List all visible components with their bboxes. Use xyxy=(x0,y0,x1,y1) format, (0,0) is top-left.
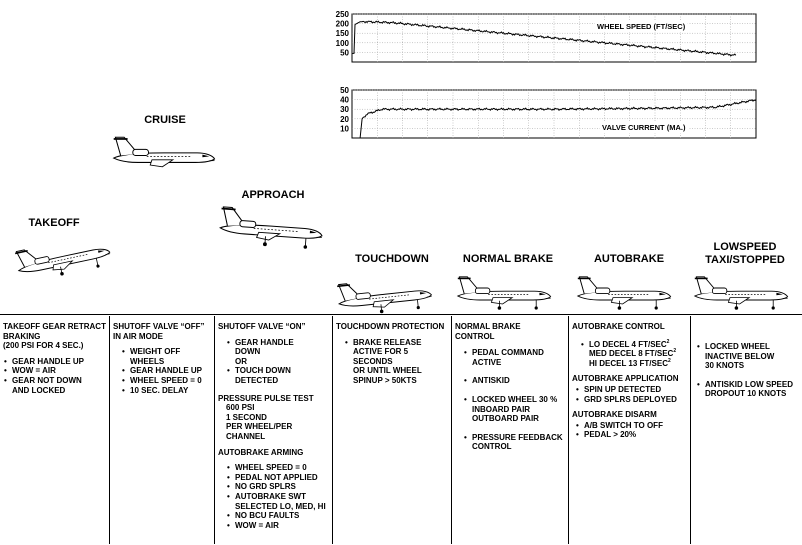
decel-lo: LO DECEL 4 FT/SEC xyxy=(589,339,667,349)
panel-normal-brake-head-1: NORMAL BRAKE xyxy=(455,322,521,331)
phase-label-normal-brake: NORMAL BRAKE xyxy=(462,253,554,265)
list-item: • ANTISKID xyxy=(463,376,566,386)
decel-med: MED DECEL 8 FT/SEC xyxy=(589,349,674,359)
tick-label: 50 xyxy=(340,48,349,58)
list-item: INACTIVE BELOW xyxy=(705,351,775,361)
list-item: • WHEEL SPEED = 0 xyxy=(226,463,330,473)
list-item: INBOARD PAIR xyxy=(472,404,531,414)
list-item: • AUTOBRAKE SWT xyxy=(226,492,330,502)
list-item: • WHEEL SPEED = 0 xyxy=(121,376,212,386)
series-label: VALVE CURRENT (MA.) xyxy=(602,123,686,132)
phase-label-autobrake: AUTOBRAKE xyxy=(593,253,665,265)
decel-hi: HI DECEL 13 FT/SEC xyxy=(589,358,668,368)
panel-touchdown-head: TOUCHDOWN PROTECTION xyxy=(336,322,445,331)
list-item: • LOCKED WHEEL xyxy=(696,342,800,352)
panel-autobrake-head: AUTOBRAKE CONTROL xyxy=(572,322,665,331)
tick-label: 50 xyxy=(340,86,349,95)
list-item: • WOW = AIR xyxy=(226,521,330,531)
pressure-test-head-3: 1 SECOND xyxy=(226,412,267,422)
panel-air-mode-head-1: SHUTOFF VALVE “OFF” xyxy=(113,322,205,331)
panel-air-mode-head-2: IN AIR MODE xyxy=(113,331,163,341)
phase-label-cruise: CRUISE xyxy=(144,114,186,126)
list-item: WHEELS xyxy=(130,356,165,366)
phase-label-approach: APPROACH xyxy=(241,189,305,201)
list-item: • PRESSURE FEEDBACK xyxy=(463,433,566,443)
valve-current-chart xyxy=(322,86,758,142)
lowspeed-line1: LOWSPEED xyxy=(713,241,777,253)
phase-label-touchdown: TOUCHDOWN xyxy=(355,253,429,265)
list-item: OR xyxy=(235,356,247,366)
pressure-test-head-5: CHANNEL xyxy=(226,431,266,441)
aircraft-touchdown xyxy=(326,275,446,315)
list-item: AND LOCKED xyxy=(12,385,66,395)
tick-label: 10 xyxy=(340,124,349,134)
panel-lowspeed xyxy=(691,316,802,544)
phase-label-lowspeed xyxy=(695,241,795,267)
panel-takeoff xyxy=(0,316,110,544)
list-item: OUTBOARD PAIR xyxy=(472,414,539,424)
autobrake-disarm-head: AUTOBRAKE DISARM xyxy=(572,410,657,420)
list-item: • TOUCH DOWN xyxy=(226,366,330,376)
panel-gear-down-head: SHUTOFF VALVE “ON” xyxy=(218,322,306,331)
panel-normal-brake-head-2: CONTROL xyxy=(455,331,495,341)
panel-takeoff-head-2: BRAKING xyxy=(3,331,41,341)
list-item: • 10 SEC. DELAY xyxy=(121,386,212,396)
list-item: • LOCKED WHEEL 30 % xyxy=(463,395,566,405)
tick-label: 100 xyxy=(335,38,349,48)
list-item xyxy=(580,359,688,369)
list-item: • BRAKE RELEASE xyxy=(344,338,449,348)
panel-autobrake xyxy=(569,316,691,544)
tick-label: 40 xyxy=(340,95,349,105)
aircraft-normal-brake xyxy=(448,272,562,312)
list-item: SPINUP > 50KTS xyxy=(353,375,417,385)
autobrake-application-head: AUTOBRAKE APPLICATION xyxy=(572,374,679,384)
aircraft-autobrake xyxy=(568,272,682,312)
list-item: 30 KNOTS xyxy=(705,361,745,371)
pressure-test-head-1: PRESSURE PULSE TEST xyxy=(218,393,314,403)
list-item: • WOW = AIR xyxy=(3,366,107,376)
pressure-test-head-4: PER WHEEL/PER xyxy=(226,422,293,432)
list-item: DETECTED xyxy=(235,375,279,385)
squared: 2 xyxy=(667,357,671,364)
wheel-speed-chart xyxy=(322,10,758,66)
panel-normal-brake xyxy=(452,316,569,544)
list-item: • PEDAL NOT APPLIED xyxy=(226,473,330,483)
aircraft-approach xyxy=(212,205,332,249)
phase-label-takeoff: TAKEOFF xyxy=(28,217,80,229)
list-item: • SPIN UP DETECTED xyxy=(575,385,688,395)
list-item: • NO GRD SPLRS xyxy=(226,482,330,492)
aircraft-lowspeed xyxy=(684,272,800,312)
list-item: DROPOUT 10 KNOTS xyxy=(705,389,787,399)
list-item: ACTIVE FOR 5 SECONDS xyxy=(353,347,409,366)
list-item: • WEIGHT OFF xyxy=(121,347,212,357)
list-item: • ANTISKID LOW SPEED xyxy=(696,380,800,390)
tick-label: 150 xyxy=(335,29,349,39)
tick-label: 30 xyxy=(340,105,349,115)
list-item: • GEAR HANDLE xyxy=(226,338,330,348)
series-label: WHEEL SPEED (FT/SEC) xyxy=(597,22,686,31)
list-item: • A/B SWITCH TO OFF xyxy=(575,421,688,431)
autobrake-arming-head: AUTOBRAKE ARMING xyxy=(218,447,304,457)
aircraft-cruise xyxy=(106,132,224,172)
panel-air-mode xyxy=(110,316,215,544)
tick-label: 250 xyxy=(335,10,349,19)
tick-label: 20 xyxy=(340,114,349,124)
list-item: • GEAR HANDLE UP xyxy=(121,366,212,376)
list-item xyxy=(580,349,688,359)
list-item: • NO BCU FAULTS xyxy=(226,511,330,521)
list-item: • GRD SPLRS DEPLOYED xyxy=(575,395,688,405)
panel-takeoff-head-3: (200 PSI FOR 4 SEC.) xyxy=(3,341,84,351)
panel-touchdown xyxy=(333,316,452,544)
list-item xyxy=(580,340,688,350)
squared: 2 xyxy=(673,348,677,355)
tick-label: 200 xyxy=(335,19,349,29)
panel-gear-down xyxy=(215,316,333,544)
aircraft-takeoff xyxy=(4,237,126,277)
list-item: SELECTED LO, MED, HI xyxy=(235,501,326,511)
list-item: • GEAR HANDLE UP xyxy=(3,357,107,367)
list-item: • PEDAL > 20% xyxy=(575,430,688,440)
list-item: ACTIVE xyxy=(472,357,502,367)
list-item: CONTROL xyxy=(472,442,512,452)
lowspeed-line2: TAXI/STOPPED xyxy=(705,254,785,266)
list-item: OR UNTIL WHEEL xyxy=(353,366,422,376)
list-item: • PEDAL COMMAND xyxy=(463,348,566,358)
squared: 2 xyxy=(666,338,670,345)
ground-line xyxy=(0,314,802,315)
list-item: DOWN xyxy=(235,347,261,357)
list-item: • GEAR NOT DOWN xyxy=(3,376,107,386)
panel-takeoff-head-1: TAKEOFF GEAR RETRACT xyxy=(3,322,106,331)
pressure-test-head-2: 600 PSI xyxy=(226,403,255,413)
